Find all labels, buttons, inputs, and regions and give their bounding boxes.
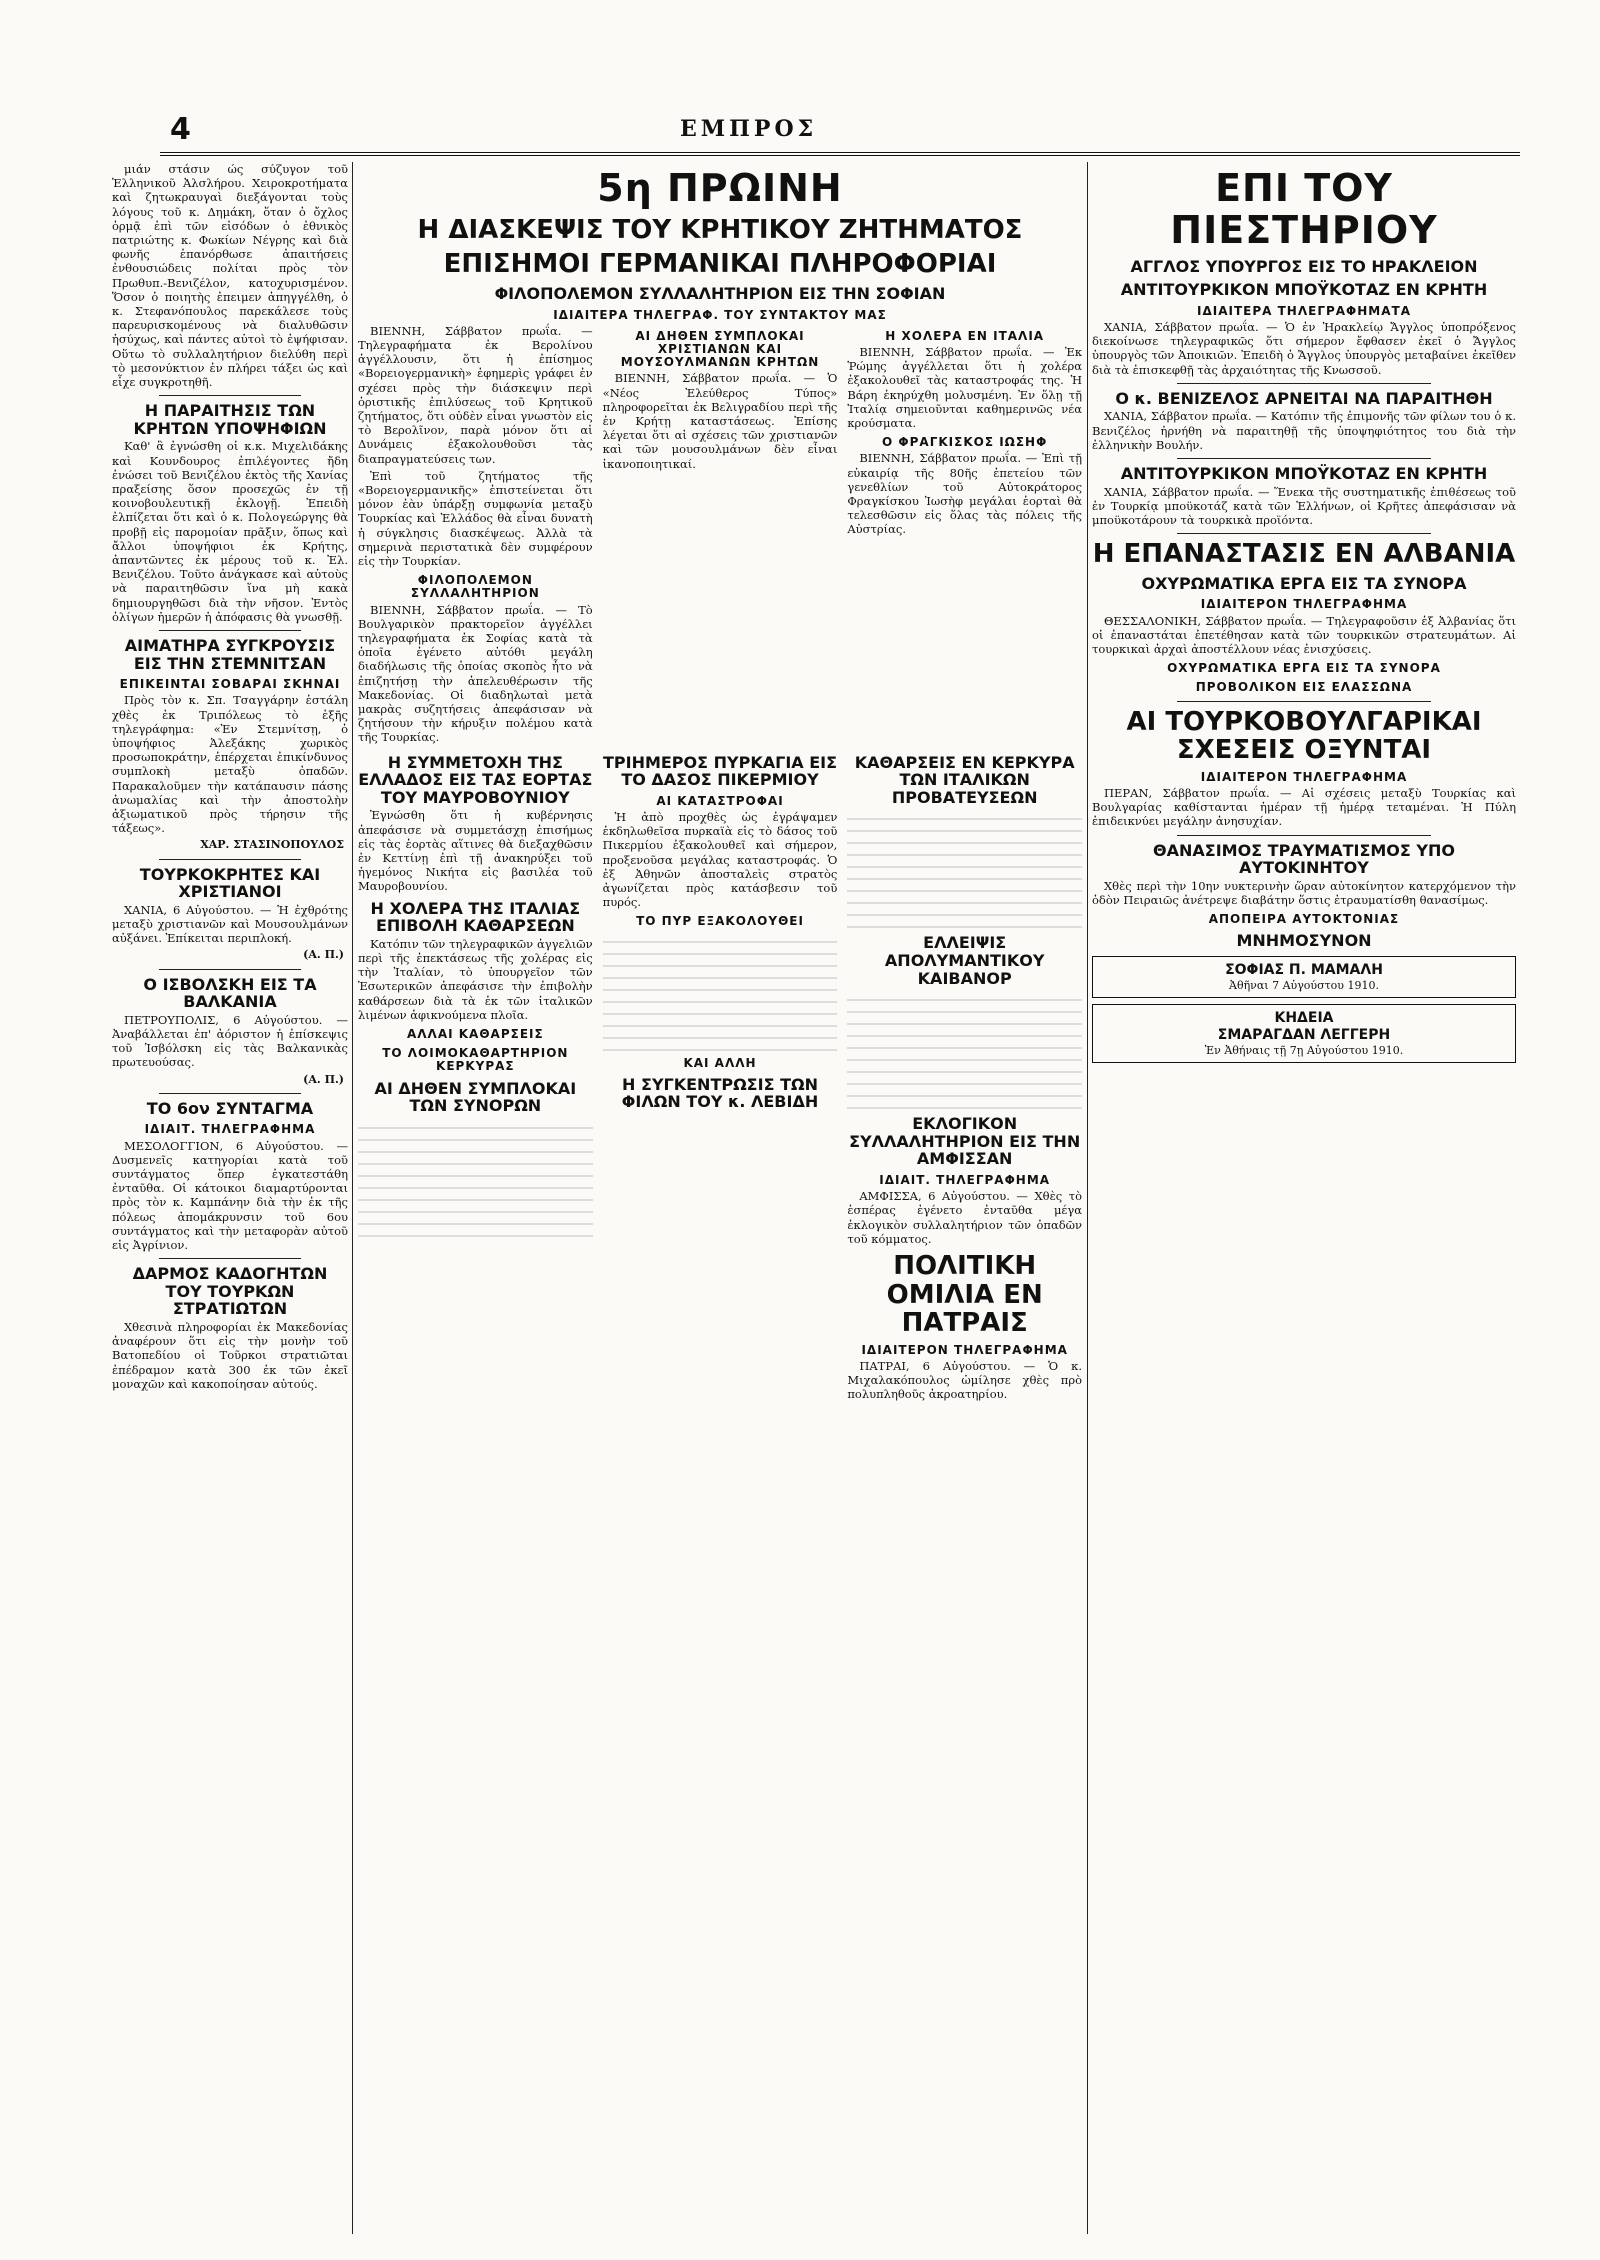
headline: ΟΧΥΡΩΜΑΤΙΚΑ ΕΡΓΑ ΕΙΣ ΤΑ ΣΥΝΟΡΑ: [1167, 661, 1441, 676]
notice-date: Ἐν Ἀθήναις τῇ 7ῃ Αὐγούστου 1910.: [1204, 1043, 1404, 1057]
headline: Η ΣΥΜΜΕΤΟΧΗ ΤΗΣ ΕΛΛΑΔΟΣ ΕΙΣ ΤΑΣ ΕΟΡΤΑΣ ΤΟΥ ΜΑΥΡΟΒΟΥΝΙΟΥ: [358, 752, 593, 807]
headline: ΤΟΥΡΚΟΚΡΗΤΕΣ ΚΑΙ ΧΡΙΣΤΙΑΝΟΙ: [139, 864, 321, 902]
article-text: Καθ' ἃ ἐγνώσθη οἱ κ.κ. Μιχελιδάκης καὶ Κουνδουρος ἐπιλέγοντες ἤδη ἐνώσει τοῦ Βενιζέλου ἐκτὸς τῆς Χανίας πραξείσης ὅσον προσεχῶς ἐν τῇ κοινοβουλευτικῇ ἐκλογῇ. Ἐπειδὴ ἐλπίζεται ὅτι καὶ ὁ κ. Πολογεώργης θὰ προβῇ εἰς παρομοίαν πρᾶξιν, ὅπως καὶ ἄλλοι ὑποψήφιοι ἐκ Κρήτης, ἀπαντῶντες ἐκ μέρους τοῦ κ. Ἐλ. Βενιζέλου. Τοῦτο ἀνάγκασε καὶ αὐτοὺς νὰ παραιτηθῶσιν ἵνα μὴ κακὰ δημιουργηθῶσι διὰ τὴν νῆσον. Ἐντὸς ὀλίγων ἡμερῶν ἡ ἀπόφασις θὰ γνωσθῇ.: [112, 439, 348, 624]
column-right: [1092, 162, 1516, 2234]
deck-headline: ΦΙΛΟΠΟΛΕΜΟΝ ΣΥΛΛΑΛΗΤΗΡΙΟΝ ΕΙΣ ΤΗΝ ΣΟΦΙΑΝ: [494, 283, 946, 303]
article-text: Χθὲς περὶ τὴν 10ην νυκτερινὴν ὥραν αὐτοκίνητον κατερχόμενον τὴν ὁδὸν Πειραιῶς ἀνέτρεψε διαβάτην ὅστις ἐτραυματίσθη θανασίμως.: [1092, 878, 1516, 907]
kicker-headline: 5η ΠΡΩΙΝΗ: [597, 166, 843, 210]
article-text: ΑΜΦΙΣΣΑ, 6 Αὐγούστου. — Χθὲς τὸ ἑσπέρας ἐγένετο ἐνταῦθα μέγα ἐκλογικὸν συλλαλητήριον τῶν ὀπαδῶν τοῦ κόμματος.: [847, 1189, 1082, 1246]
headline: Ο ΦΡΑΓΚΙΣΚΟΣ ΙΩΣΗΦ: [882, 435, 1048, 450]
headline: ΤΟ ΛΟΙΜΟΚΑΘΑΡΤΗΡΙΟΝ ΚΕΡΚΥΡΑΣ: [382, 1046, 569, 1074]
signature: (Α. Π.): [303, 948, 344, 962]
headline: Η ΠΑΡΑΙΤΗΣΙΣ ΤΩΝ ΚΡΗΤΩΝ ΥΠΟΨΗΦΙΩΝ: [133, 401, 327, 438]
notice-date: Ἀθῆναι 7 Αὐγούστου 1910.: [1229, 979, 1379, 993]
divider: [159, 395, 301, 396]
paper-name: ΕΜΠΡΟΣ: [680, 116, 818, 142]
subcolumn: [847, 748, 1082, 1405]
divider: [1177, 835, 1431, 836]
headline: ΑΙΜΑΤΗΡΑ ΣΥΓΚΡΟΥΣΙΣ ΕΙΣ ΤΗΝ ΣΤΕΜΝΙΤΣΑΝ: [124, 636, 336, 673]
subcolumn: [358, 324, 593, 748]
headline: Η ΣΥΓΚΕΝΤΡΩΣΙΣ ΤΩΝ ΦΙΛΩΝ ΤΟΥ κ. ΛΕΒΙΔΗ: [621, 1074, 819, 1112]
text-block: [847, 808, 1082, 928]
article-text: ΠΕΡΑΝ, Σάββατον πρωΐα. — Αἱ σχέσεις μεταξὺ Τουρκίας καὶ Βουλγαρίας καθίστανται ἡμέραν τῇ ἡμέρᾳ τεταμέναι. Ἡ Πύλη ἐπιδεικνύει μεγάλην ἀνησυχίαν.: [1092, 785, 1516, 829]
notice-box: [1092, 1004, 1516, 1063]
divider: [159, 1093, 301, 1094]
divider: [1177, 701, 1431, 702]
divider: [1177, 458, 1431, 459]
headline: ΠΟΛΙΤΙΚΗ ΟΜΙΛΙΑ ΕΝ ΠΑΤΡΑΙΣ: [886, 1250, 1043, 1339]
credit-line: ΙΔΙΑΙΤΕΡΟΝ ΤΗΛΕΓΡΑΦΗΜΑ: [1200, 597, 1408, 612]
subcolumns-top: [358, 324, 1082, 748]
signature: (Α. Π.): [303, 1072, 344, 1086]
divider: [159, 1258, 301, 1259]
column-rule: [352, 162, 353, 2234]
headline: ΑΙ ΔΗΘΕΝ ΣΥΜΠΛΟΚΑΙ ΧΡΙΣΤΙΑΝΩΝ ΚΑΙ ΜΟΥΣΟΥΛΜΑΝΩΝ ΚΡΗΤΩΝ: [620, 328, 820, 370]
article-text: ΠΑΤΡΑΙ, 6 Αὐγούστου. — Ὁ κ. Μιχαλακόπουλος ὡμίλησε χθὲς πρὸ πολυπληθοῦς ἀκροατηρίου.: [847, 1358, 1082, 1402]
article-text: ΒΙΕΝΝΗ, Σάββατον πρωΐα. — Ἐκ Ῥώμης ἀγγέλλεται ὅτι ἡ χολέρα ἐξακολουθεῖ τὰς καταστροφάς της. Ἡ Βάρη ἐκηρύχθη μολυσμένη. Ἐν ὅλῃ τῇ Ἰταλίᾳ σημειοῦνται καθημερινῶς νέα κρούσματα.: [847, 344, 1082, 430]
article-text: ΠΕΤΡΟΥΠΟΛΙΣ, 6 Αὐγούστου. — Ἀναβάλλεται ἐπ' ἀόριστον ἡ ἐπίσκεψις τοῦ Ἰσβόλσκη εἰς τὰς Βαλκανικὰς πρωτευούσας.: [112, 1012, 348, 1070]
signature: ΧΑΡ. ΣΤΑΣΙΝΟΠΟΥΛΟΣ: [200, 838, 344, 852]
credit-line: ΙΔΙΑΙΤΕΡΟΝ ΤΗΛΕΓΡΑΦΗΜΑ: [1200, 769, 1408, 784]
subheadline: ΙΔΙΑΙΤ. ΤΗΛΕΓΡΑΦΗΜΑ: [879, 1172, 1051, 1187]
headline: ΤΟ 6ον ΣΥΝΤΑΓΜΑ: [146, 1098, 314, 1118]
article-text: ΒΙΕΝΝΗ, Σάββατον πρωΐα. — Ὁ «Νέος Ἐλεύθερος Τύπος» πληροφορεῖται ἐκ Βελιγραδίου περὶ τῆς ἐν Κρήτῃ καταστάσεως. Ἐπίσης λέγεται ὅτι αἱ σχέσεις τῶν χριστιανῶν καὶ τῶν μουσουλμάνων δὲν εἶναι ἱκανοποιητικαί.: [602, 371, 838, 471]
divider: [1177, 383, 1431, 384]
subcolumn: [847, 324, 1082, 748]
subheadline: ΑΓΓΛΟΣ ΥΠΟΥΡΓΟΣ ΕΙΣ ΤΟ ΗΡΑΚΛΕΙΟΝ: [1130, 256, 1478, 276]
divider: [1177, 533, 1431, 534]
notice-name: ΣΜΑΡΑΓΔΑΝ ΛΕΓΓΕΡΗ: [1217, 1026, 1391, 1043]
main-headline: Η ΔΙΑΣΚΕΨΙΣ ΤΟΥ ΚΡΗΤΙΚΟΥ ΖΗΤΗΜΑΤΟΣ: [417, 214, 1023, 245]
article-text: ΧΑΝΙΑ, Σάββατον πρωΐα. — Κατόπιν τῆς ἐπιμονῆς τῶν φίλων του ὁ κ. Βενιζέλος ἠρνήθη νὰ παραιτηθῇ τῆς ὑποψηφιότητος του διὰ τὴν ἐλληνικὴν Βουλήν.: [1092, 409, 1516, 452]
page-number: 4: [170, 112, 191, 147]
text-block: [358, 1117, 593, 1237]
subheadline: ΙΔΙΑΙΤΕΡΟΝ ΤΗΛΕΓΡΑΦΗΜΑ: [861, 1342, 1068, 1357]
headline: ΜΝΗΜΟΣΥΝΟΝ: [1236, 931, 1372, 951]
notice-name: ΣΟΦΙΑΣ Π. ΜΑΜΑΛΗ: [1225, 961, 1383, 978]
subheadline: ΕΠΙΚΕΙΝΤΑΙ ΣΟΒΑΡΑΙ ΣΚΗΝΑΙ: [119, 677, 341, 692]
article-text: Χθεσινὰ πληροφορίαι ἐκ Μακεδονίας ἀναφέρουν ὅτι εἰς τὴν μονὴν τοῦ Βατοπεδίου οἱ Τοῦρκοι στρατιῶται ἐπέδραμον κατὰ 300 ἐκ τῶν ἐκεῖ μοναχῶν καὶ κακοποίησαν αὐτούς.: [112, 1320, 348, 1391]
text-block: [603, 931, 838, 1051]
article-text: ΒΙΕΝΝΗ, Σάββατον πρωΐα. — Ἐπὶ τῇ εὐκαιρίᾳ τῆς 80ῆς ἐπετείου τῶν γενεθλίων τοῦ Αὐτοκράτορος Φραγκίσκου Ἰωσὴφ μεγάλαι ἑορταὶ θὰ τελεσθῶσιν εἰς ὅλας τὰς πόλεις τῆς Αὐστρίας.: [847, 451, 1082, 537]
article-text: ΧΑΝΙΑ, Σάββατον πρωΐα. — Ὁ ἐν Ἡρακλείῳ Ἄγγλος ὑποπρόξενος διεκοίνωσε τηλεγραφικῶς ὅτι σήμερον ἔφθασεν ἐκεῖ ὁ Ἄγγλος ὑπουργὸς τῶν Ἀποικιῶν. Ἐπειδὴ ὁ Ἄγγλος ὑπουργὸς μεταβαίνει ἐκεῖθεν διὰ τὰ ἐπισκεφθῇ τὰς ἀρχαιότητας τῆς Κνωσσοῦ.: [1092, 319, 1516, 377]
subcolumn: [358, 748, 593, 1405]
article-text: ΧΑΝΙΑ, 6 Αὐγούστου. — Ἡ ἐχθρότης μεταξὺ χριστιανῶν καὶ Μουσουλμάνων αὐξάνει. Ἐπίκειται περιπλοκή.: [112, 902, 348, 946]
divider: [159, 859, 301, 860]
headline: ΑΙ ΤΟΥΡΚΟΒΟΥΛΓΑΡΙΚΑΙ ΣΧΕΣΕΙΣ ΟΞΥΝΤΑΙ: [1126, 706, 1482, 766]
headline: Η ΧΟΛΕΡΑ ΤΗΣ ΙΤΑΛΙΑΣ ΕΠΙΒΟΛΗ ΚΑΘΑΡΣΕΩΝ: [370, 898, 581, 936]
column-center: [358, 162, 1082, 2234]
headline: ΕΚΛΟΓΙΚΟΝ ΣΥΛΛΑΛΗΤΗΡΙΟΝ ΕΙΣ ΤΗΝ ΑΜΦΙΣΣΑΝ: [849, 1114, 1081, 1169]
credit-line: ΙΔΙΑΙΤΕΡΑ ΤΗΛΕΓΡΑΦ. ΤΟΥ ΣΥΝΤΑΚΤΟΥ ΜΑΣ: [553, 307, 887, 322]
article-text: ΘΕΣΣΑΛΟΝΙΚΗ, Σάββατον πρωΐα. — Τηλεγραφοῦσιν ἐξ Ἀλβανίας ὅτι οἱ ἐπαναστάται ἐπετέθησαν κατὰ τῶν τουρκικῶν στρατευμάτων. Αἱ τουρκικαὶ ἀρχαὶ ἀποστέλλουν νέας ἐνισχύσεις.: [1092, 613, 1516, 656]
headline: ΤΡΙΗΜΕΡΟΣ ΠΥΡΚΑΓΙΑ ΕΙΣ ΤΟ ΔΑΣΟΣ ΠΙΚΕΡΜΙΟΥ: [602, 752, 838, 790]
notice-box: [1092, 956, 1516, 998]
headline: Ο κ. ΒΕΝΙΖΕΛΟΣ ΑΡΝΕΙΤΑΙ ΝΑ ΠΑΡΑΙΤΗΘΗ: [1115, 388, 1493, 408]
article-text: Ἐγνώσθη ὅτι ἡ κυβέρνησις ἀπεφάσισε νὰ συμμετάσχῃ ἐπισήμως εἰς τὰς ἑορτὰς αἵτινες θὰ διεξαχθῶσιν ἐν Κεττίνῃ ἐπὶ τῇ ἀνακηρύξει τοῦ ἡγεμόνος Νικήτα εἰς βασιλέα τοῦ Μαυροβουνίου.: [358, 808, 593, 894]
masthead: [160, 112, 1520, 156]
divider: [159, 969, 301, 970]
headline: ΕΛΛΕΙΨΙΣ ΑΠΟΛΥΜΑΝΤΙΚΟΥ ΚΑΙΒΑΝΟΡ: [884, 933, 1045, 988]
headline: ΚΑΙ ΑΛΛΗ: [683, 1055, 757, 1070]
subheadline: ΑΝΤΙΤΟΥΡΚΙΚΟΝ ΜΠΟΫΚΟΤΑΖ ΕΝ ΚΡΗΤΗ: [1120, 280, 1488, 300]
article-text: ΜΕΣΟΛΟΓΓΙΟΝ, 6 Αὐγούστου. — Δυσμενεῖς κατηγορίαι κατὰ τοῦ συντάγματος ὅπερ ἐγκατεστάθη ἐνταῦθα. Οἱ κάτοικοι διαμαρτύρονται πρὸς τὸν κ. Καμπάνην διὰ τὴν ἐκ τῆς πόλεως ἀπομάκρυνσιν τοῦ 6ου συντάγματος καὶ τὴν μεταφορὰν αὐτοῦ εἰς Ἀγρίνιον.: [112, 1138, 348, 1253]
article-text: ΒΙΕΝΝΗ, Σάββατον πρωΐα. — Τὸ Βουλγαρικὸν πρακτορεῖον ἀγγέλλει τηλεγραφήματα ἐκ Σοφίας κατὰ τὰ ὁποῖα ἐγένετο αὐτόθι μεγάλη διαδήλωσις τῆς ὁποίας σκοπὸς ἦτο νὰ ἐπιζητήσῃ τὴν ἀπελευθέρωσιν τῆς Μακεδονίας. Οἱ διαδηλωταὶ μετὰ μακρὰς συζητήσεις ἀπεφάσισαν νὰ ζητήσουν τὴν κήρυξιν πολέμου κατὰ τῆς Τουρκίας.: [358, 602, 593, 745]
article-text: Κατόπιν τῶν τηλεγραφικῶν ἀγγελιῶν περὶ τῆς ἐπεκτάσεως τῆς χολέρας εἰς τὴν Ἰταλίαν, τὸ ὑπουργεῖον τῶν Ἐσωτερικῶν ἀπεφάσισε τὴν ἐπιβολὴν καθάρσεων διὰ τὰ ἐκ τῶν ἰταλικῶν λιμένων ἀφικνούμενα πλοῖα.: [358, 936, 593, 1022]
article-text: Ἡ ἀπὸ προχθὲς ὡς ἐγράψαμεν ἐκδηλωθεῖσα πυρκαϊὰ εἰς τὸ δάσος τοῦ Πικερμίου ἐξακολουθεῖ καὶ σήμερον, προξενοῦσα μεγάλας καταστροφάς. Ὁ ἐξ Ἀθηνῶν ἀποσταλεὶς στρατὸς ἀγωνίζεται πρὸς κατάσβεσιν τοῦ πυρός.: [602, 810, 838, 910]
article-text: μιάν στάσιν ώς σύζυγον τοῦ Ἑλληνικοῦ Ἀλσλήρου. Χειροκροτήματα καὶ ζητωκραυγαὶ διεξάγονται τοὺς λόγους τοῦ κ. Δημάκη, ὅταν ὁ ὄχλος ὁρμᾷ ἐπὶ τῶν εἰσόδων ὁ ἐθνικὸς πατριώτης κ. Φωκίων Νέγρης καὶ διὰ φωνῆς ἐπανόρθωσε ἀπαιτήσεις ἐνθουσιώδεις πολίται πρὸς τὸν Πρωθυπ.-Βενιζέλον, κατοχυρισμένον. Ὅσον ὁ ποιητὴς ἐπειμεν ἀπηγγέλθη, ὁ κ. Στεφανόπουλος παρεκάλεσε τοὺς παρευρισκομένους νὰ διαλυθῶσιν ἡσύχως, καὶ πάντες αὐτοὶ τὸ ἐψήφισαν. Οὕτω τὸ συλλαλητήριον διελύθη περὶ τὸ μεσονύκτιον ἐν πλήρει τάξει ὡς καὶ εἶχε συγκροτηθῆ.: [112, 162, 348, 390]
article-text: Ἐπὶ τοῦ ζητήματος τῆς «Βορειογερμανικῆς» ἐπιστείνεται ὅτι μόνον ἐὰν ὑπάρξῃ συμφωνία μεταξὺ Τουρκίας καὶ Ἑλλάδος θὰ εἶναι δυνατὴ ἡ σύγκλησις διασκέψεως. Ἀλλὰ τὰ σημερινὰ περιστατικὰ δὲν συμφέρουν εἰς τὴν Τουρκίαν.: [358, 468, 593, 569]
headline: ΘΑΝΑΣΙΜΟΣ ΤΡΑΥΜΑΤΙΣΜΟΣ ΥΠΟ ΑΥΤΟΚΙΝΗΤΟΥ: [1153, 840, 1455, 878]
deck-headline: ΕΠΙΣΗΜΟΙ ΓΕΡΜΑΝΙΚΑΙ ΠΛΗΡΟΦΟΡΙΑΙ: [443, 249, 997, 280]
subcolumns-bottom: [358, 748, 1082, 1405]
text-block: [847, 989, 1082, 1109]
headline: ΑΝΤΙΤΟΥΡΚΙΚΟΝ ΜΠΟΫΚΟΤΑΖ ΕΝ ΚΡΗΤΗ: [1120, 463, 1488, 483]
headline: ΦΙΛΟΠΟΛΕΜΟΝ ΣΥΛΛΑΛΗΤΗΡΙΟΝ: [410, 573, 540, 601]
article-text: Πρὸς τὸν κ. Σπ. Τσαγγάρην ἐστάλη χθὲς ἐκ Τριπόλεως τὸ ἑξῆς τηλεγράφημα: «Ἐν Στεμνίτσῃ, ὁ ὑποψήφιος Ἀλεξάκης χωρικὸς προσωποκράτην, ἐπέρχεται ἐπικίνδυνος συμπλοκὴ μεταξὺ ὀπαδῶν. Παρακαλοῦμεν τὴν κατάπαυσιν πάσης ἀνωμαλίας καὶ τὴν ἀποστολὴν ἀξιωματικοῦ πρὸς τήρησιν τῆς τάξεως».: [112, 693, 348, 836]
headline: ΕΠΙ ΤΟΥ ΠΙΕΣΤΗΡΙΟΥ: [1170, 166, 1438, 252]
credit-line: ΙΔΙΑΙΤΕΡΑ ΤΗΛΕΓΡΑΦΗΜΑΤΑ: [1197, 303, 1411, 318]
subcolumn: [603, 324, 838, 748]
headline: ΚΑΘΑΡΣΕΙΣ ΕΝ ΚΕΡΚΥΡΑ ΤΩΝ ΙΤΑΛΙΚΩΝ ΠΡΟΒΑΤΕΥΣΕΩΝ: [854, 752, 1075, 807]
subheadline: ΑΙ ΚΑΤΑΣΤΡΟΦΑΙ: [656, 793, 784, 808]
headline: ΑΙ ΔΗΘΕΝ ΣΥΜΠΛΟΚΑΙ ΤΩΝ ΣΥΝΟΡΩΝ: [374, 1078, 577, 1116]
headline: ΠΡΟΒΟΛΙΚΟΝ ΕΙΣ ΕΛΑΣΣΩΝΑ: [1195, 680, 1413, 695]
headline: ΤΟ ΠΥΡ ΕΞΑΚΟΛΟΥΘΕΙ: [636, 914, 804, 929]
divider: [159, 630, 301, 631]
subheadline: ΟΧΥΡΩΜΑΤΙΚΑ ΕΡΓΑ ΕΙΣ ΤΑ ΣΥΝΟΡΑ: [1141, 573, 1467, 593]
headline: ΑΠΟΠΕΙΡΑ ΑΥΤΟΚΤΟΝΙΑΣ: [1208, 912, 1400, 927]
article-text: ΒΙΕΝΝΗ, Σάββατον πρωΐα. — Τηλεγραφήματα ἐκ Βερολίνου ἀγγέλλουσιν, ὅτι ἡ ἐπίσημος «Βορειογερμανικὴ» ἐφημερὶς γράφει ἐν σχέσει πρὸς τὴν διάσκεψιν περὶ ὁριστικῆς ἐπιλύσεως τοῦ Κρητικοῦ ζητήματος, ὅτι οὐδὲν εἶναι γνωστὸν εἰς τὸ Βερολῖνον, παρὰ μόνον ὅτι αἱ Δυνάμεις ἐξακολουθοῦσι τὰς διαπραγματεύσεις των.: [358, 323, 593, 466]
headline: Η ΧΟΛΕΡΑ ΕΝ ΙΤΑΛΙΑ: [885, 328, 1045, 343]
article-text: ΧΑΝΙΑ, Σάββατον πρωΐα. — Ἕνεκα τῆς συστηματικῆς ἐπιθέσεως τοῦ ἐν Τουρκίᾳ μποϋκοτάζ κατὰ τῶν Ἑλλήνων, οἱ Κρῆτες ἀπεφάσισαν νὰ μποϋκοτάρουν τὰ τουρκικὰ προϊόντα.: [1092, 484, 1516, 527]
subheadline: ΙΔΙΑΙΤ. ΤΗΛΕΓΡΑΦΗΜΑ: [144, 1122, 316, 1137]
subcolumn: [603, 748, 838, 1405]
notice-heading: ΚΗΔΕΙΑ: [1274, 1010, 1334, 1027]
headline: ΔΑΡΜΟΣ ΚΑΔΟΓΗΤΩΝ ΤΟΥ ΤΟΥΡΚΩΝ ΣΤΡΑΤΙΩΤΩΝ: [132, 1264, 328, 1319]
column-rule: [1087, 162, 1088, 2234]
headline: Ο ΙΣΒΟΛΣΚΗ ΕΙΣ ΤΑ ΒΑΛΚΑΝΙΑ: [143, 974, 317, 1012]
headline: ΑΛΛΑΙ ΚΑΘΑΡΣΕΙΣ: [406, 1027, 544, 1042]
headline: Η ΕΠΑΝΑΣΤΑΣΙΣ ΕΝ ΑΛΒΑΝΙΑ: [1092, 539, 1516, 570]
column-left: [112, 162, 348, 2234]
